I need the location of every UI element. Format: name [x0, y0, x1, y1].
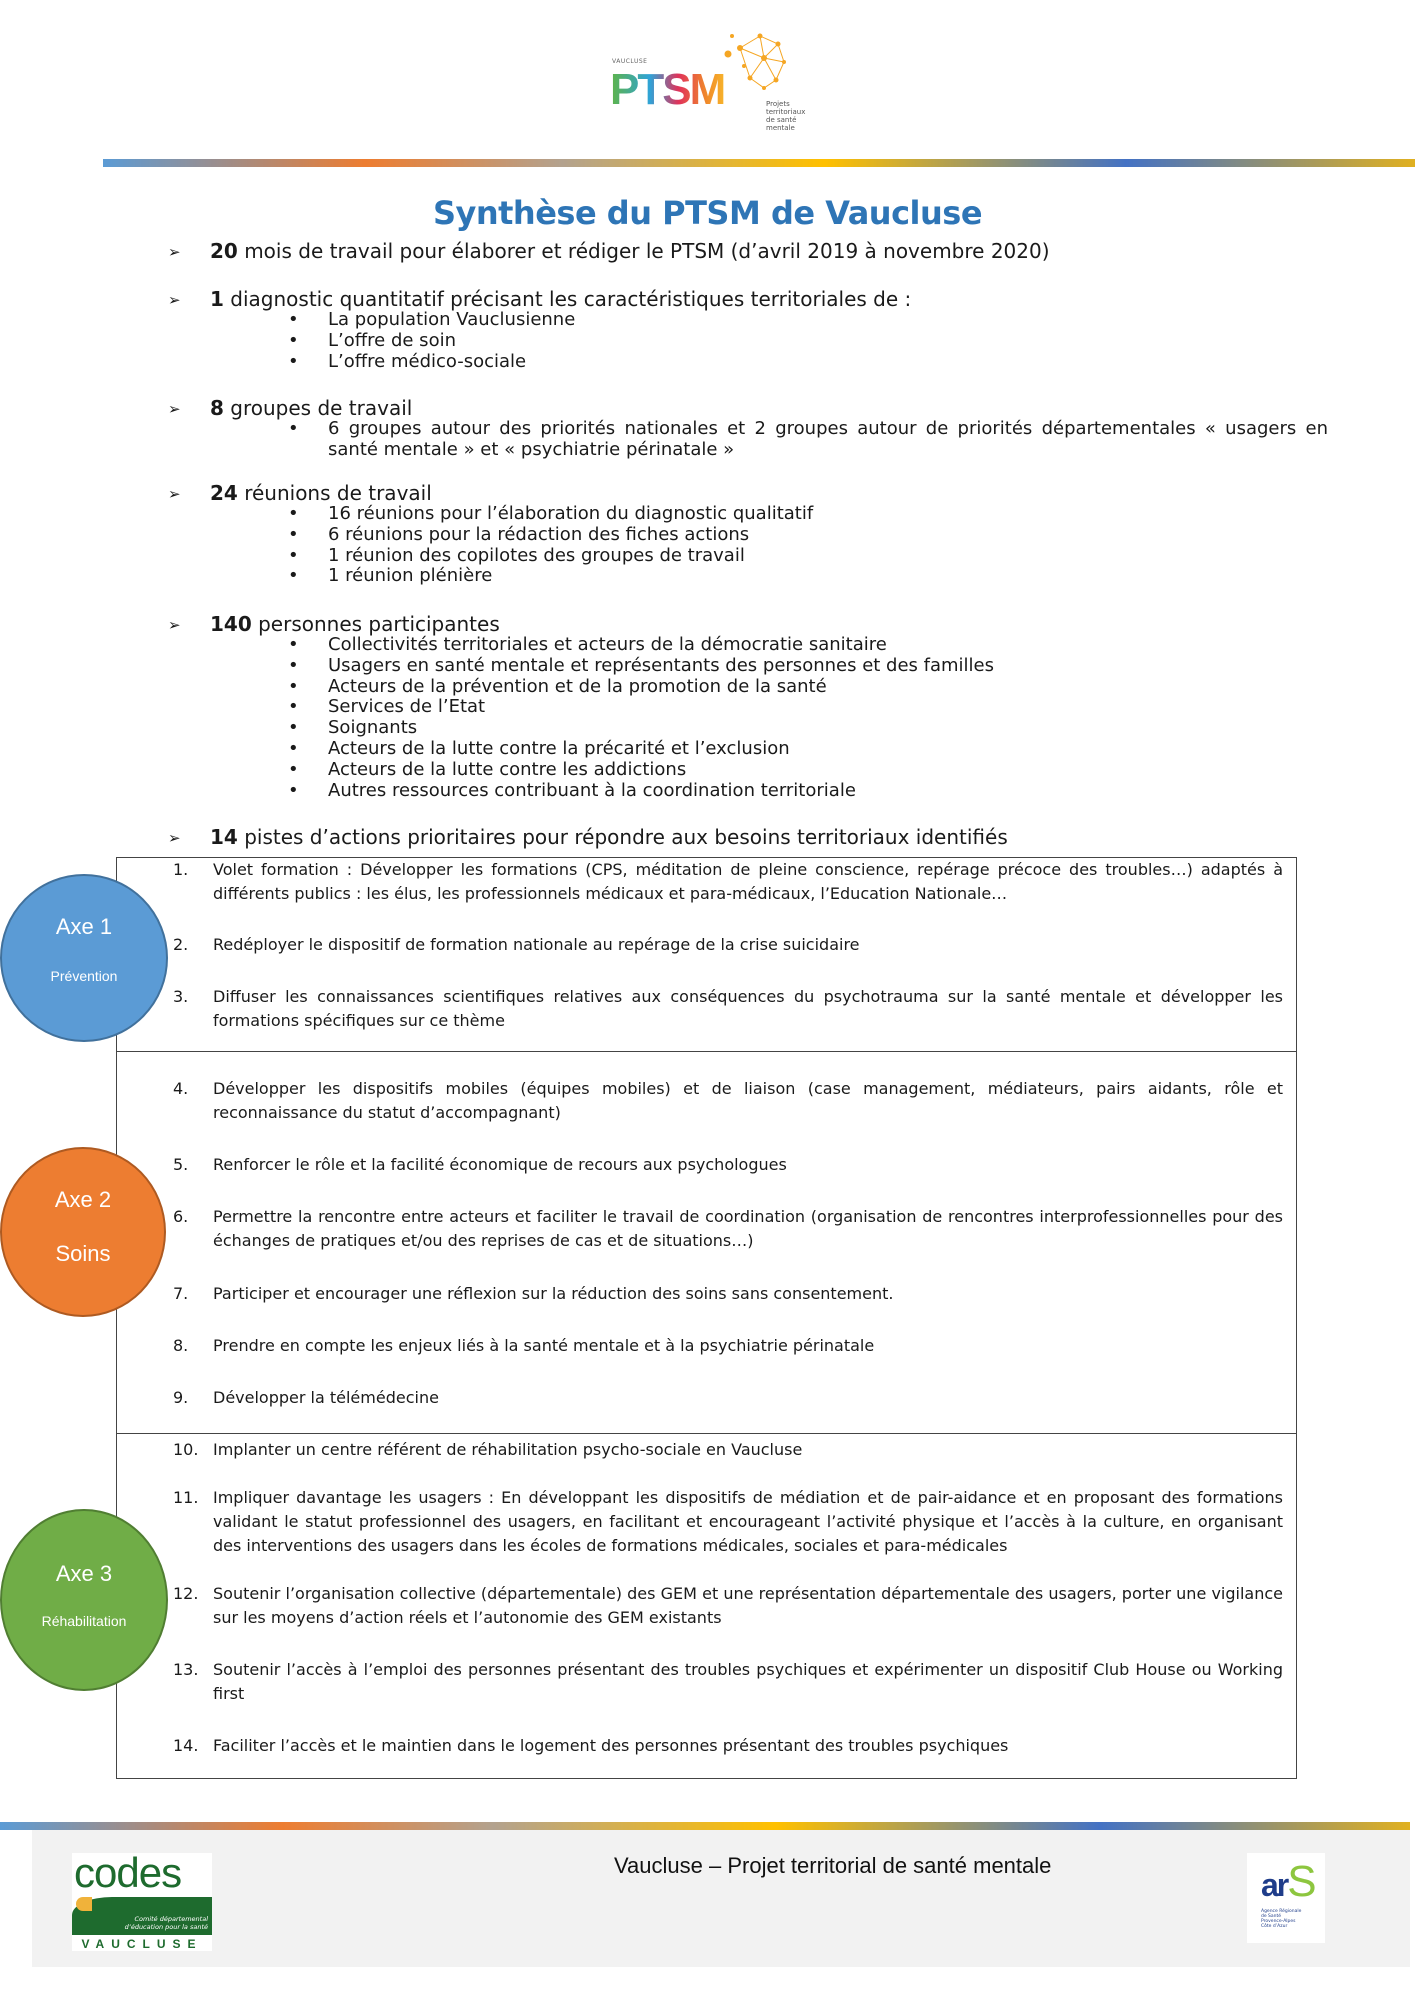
axis-divider: [117, 1433, 1296, 1434]
list-item: • 16 réunions pour l’élaboration du diagnostic qualitatif: [328, 504, 813, 525]
list-item: • Collectivités territoriales et acteurs de la démocratie sanitaire: [328, 635, 994, 656]
list-item: • 6 groupes autour des priorités nationales et 2 groupes autour de priorités départementales « usagers en santé mentale » et « psychiatrie périnatale »: [328, 419, 1328, 461]
action-number: 13.: [173, 1660, 199, 1679]
section-number: 14: [210, 825, 238, 849]
arrow-bullet-icon: ➢: [168, 291, 181, 309]
action-number: 4.: [173, 1079, 189, 1098]
action-text: Redéployer le dispositif de formation nationale au repérage de la crise suicidaire: [213, 935, 860, 954]
action-text: Prendre en compte les enjeux liés à la santé mentale et à la psychiatrie périnatale: [213, 1336, 875, 1355]
action-item: [173, 985, 1283, 1033]
arrow-bullet-icon: ➢: [168, 243, 181, 261]
codes-wordmark: codes: [74, 1849, 182, 1896]
action-item: [173, 933, 1283, 957]
ars-subtitle-line: Agence Régionale de Santé: [1261, 1909, 1302, 1919]
action-text: Permettre la rencontre entre acteurs et faciliter le travail de coordination (organisation de rencontres interprofessionnelles pour des échanges de pratiques et/ou des reprises de cas et de situations…): [213, 1207, 1283, 1250]
sun-icon: [76, 1897, 92, 1911]
action-text: Participer et encourager une réflexion sur la réduction des soins sans consentement.: [213, 1284, 894, 1303]
ars-wordmark-ar: ar: [1261, 1867, 1288, 1903]
arrow-bullet-icon: ➢: [168, 485, 181, 503]
list-item: • Services de l’Etat: [328, 697, 994, 718]
ptsm-logo-small-label: VAUCLUSE: [612, 58, 648, 65]
ars-logo: [1247, 1853, 1325, 1943]
ars-wordmark-s: S: [1287, 1857, 1315, 1906]
action-text: Développer la télémédecine: [213, 1388, 439, 1407]
action-item: [173, 1658, 1283, 1706]
list-item: • Usagers en santé mentale et représentants des personnes et des familles: [328, 656, 994, 677]
list-item: • Soignants: [328, 718, 994, 739]
section-heading: [210, 613, 500, 635]
ars-wordmark: [1261, 1859, 1315, 1908]
action-text: Renforcer le rôle et la facilité économique de recours aux psychologues: [213, 1155, 787, 1174]
section-number: 20: [210, 239, 238, 263]
section-text: mois de travail pour élaborer et rédiger le PTSM (d’avril 2019 à novembre 2020): [244, 239, 1050, 263]
section-heading: [210, 826, 1008, 848]
footer-gradient-bar: [0, 1822, 1410, 1830]
ptsm-subtitle-line: de santé mentale: [766, 116, 797, 132]
arrow-bullet-icon: ➢: [168, 829, 181, 847]
list-item: • Acteurs de la prévention et de la promotion de la santé: [328, 677, 994, 698]
section-number: 24: [210, 481, 238, 505]
section-text: diagnostic quantitatif précisant les caractéristiques territoriales de :: [230, 287, 912, 311]
codes-tagline-line: d’éducation pour la santé: [124, 1923, 208, 1931]
action-text: Diffuser les connaissances scientifiques relatives aux conséquences du psychotrauma sur la santé mentale et développer les formations spécifiques sur ce thème: [213, 987, 1283, 1030]
ptsm-logo-wordmark: PTSM: [610, 65, 725, 114]
action-item: [173, 1282, 1283, 1306]
axis-badge-soins: [0, 1147, 166, 1317]
axis-title: Axe 2: [54, 1187, 112, 1212]
action-item: [173, 1334, 1283, 1358]
axis-badge-rehabilitation: [0, 1509, 168, 1691]
action-item: [173, 1077, 1283, 1125]
action-number: 2.: [173, 935, 189, 954]
list-item: • 6 réunions pour la rédaction des fiches actions: [328, 525, 813, 546]
action-text: Impliquer davantage les usagers : En développant les dispositifs de médiation et de pair-aidance et en proposant des formations validant le statut professionnel des usagers, en facilitant et encourageant l’activité physique et l’accès à la culture, en organisant des interventions des usagers dans les écoles de formations médicales, sociales et para-médicales: [213, 1488, 1283, 1555]
action-number: 10.: [173, 1440, 199, 1459]
codes-logo: [72, 1849, 212, 1951]
action-item: [173, 1386, 1283, 1410]
action-text: Volet formation : Développer les formations (CPS, méditation de pleine conscience, repérage précoce des troubles…) adaptés à différents publics : les élus, les professionnels médicaux et para-médicaux, l’Education Nationale…: [213, 860, 1283, 903]
list-item: • 1 réunion des copilotes des groupes de travail: [328, 546, 813, 567]
action-number: 9.: [173, 1388, 189, 1407]
ptsm-logo: [608, 28, 808, 132]
axis-title: Axe 3: [55, 1561, 113, 1586]
action-number: 14.: [173, 1736, 199, 1755]
ars-subtitle-line: Provence-Alpes: [1261, 1919, 1296, 1924]
action-text: Développer les dispositifs mobiles (équipes mobiles) et de liaison (case management, médiateurs, pairs aidants, rôle et reconnaissance du statut d’accompagnant): [213, 1079, 1283, 1122]
action-item: [173, 1438, 1283, 1462]
arrow-bullet-icon: ➢: [168, 616, 181, 634]
axis-badge-prevention: [0, 874, 168, 1042]
codes-tagline: [125, 1915, 208, 1931]
section-text: réunions de travail: [244, 481, 432, 505]
action-number: 6.: [173, 1207, 189, 1226]
ars-subtitle-line: Côte d’Azur: [1261, 1924, 1288, 1929]
action-number: 7.: [173, 1284, 189, 1303]
actions-box: [116, 857, 1297, 1779]
axis-subtitle: Réhabilitation: [41, 1613, 127, 1629]
arrow-bullet-icon: ➢: [168, 400, 181, 418]
codes-tagline-line: Comité départemental: [134, 1915, 208, 1923]
action-item: [173, 1153, 1283, 1177]
header-gradient-bar: [103, 159, 1415, 167]
action-number: 8.: [173, 1336, 189, 1355]
footer-text: Vaucluse – Projet territorial de santé mentale: [614, 1853, 1052, 1878]
section-text: personnes participantes: [258, 612, 500, 636]
list-item: • La population Vauclusienne: [328, 310, 575, 331]
section-sublist: [328, 310, 575, 372]
section-text: pistes d’actions prioritaires pour répondre aux besoins territoriaux identifiés: [244, 825, 1008, 849]
section-number: 8: [210, 396, 224, 420]
action-item: [173, 1582, 1283, 1630]
axis-subtitle: Soins: [55, 1241, 111, 1266]
section-heading: [210, 240, 1050, 262]
action-item: [173, 1486, 1283, 1558]
action-item: [173, 1734, 1283, 1758]
ptsm-subtitle-line: Projets: [766, 100, 790, 108]
section-number: 140: [210, 612, 252, 636]
section-heading: [210, 397, 412, 419]
page-footer: [32, 1830, 1410, 1967]
action-text: Implanter un centre référent de réhabilitation psycho-sociale en Vaucluse: [213, 1440, 803, 1459]
page-title: Synthèse du PTSM de Vaucluse: [432, 194, 983, 232]
action-number: 11.: [173, 1488, 199, 1507]
axis-divider: [117, 1051, 1296, 1052]
section-heading: [210, 482, 432, 504]
axis-title: Axe 1: [55, 914, 113, 939]
section-sublist: [328, 635, 994, 801]
action-number: 12.: [173, 1584, 199, 1603]
list-item: • 1 réunion plénière: [328, 566, 813, 587]
codes-place: VAUCLUSE: [81, 1937, 203, 1951]
section-text: groupes de travail: [230, 396, 413, 420]
section-heading: [210, 288, 911, 310]
list-item: • L’offre médico-sociale: [328, 352, 575, 373]
action-item: [173, 858, 1283, 906]
ars-subtitle: [1261, 1909, 1305, 1929]
action-text: Soutenir l’accès à l’emploi des personnes présentant des troubles psychiques et expérimenter un dispositif Club House ou Working first: [213, 1660, 1283, 1703]
list-item: • Acteurs de la lutte contre les addictions: [328, 760, 994, 781]
section-sublist: [328, 419, 1328, 461]
action-number: 5.: [173, 1155, 189, 1174]
action-text: Soutenir l’organisation collective (départementale) des GEM et une représentation départementale des usagers, porter une vigilance sur les moyens d’action réels et l’autonomie des GEM existants: [213, 1584, 1283, 1627]
network-head-icon: [720, 28, 790, 98]
list-item: • Acteurs de la lutte contre la précarité et l’exclusion: [328, 739, 994, 760]
list-item: • L’offre de soin: [328, 331, 575, 352]
list-item: • Autres ressources contribuant à la coordination territoriale: [328, 781, 994, 802]
ptsm-logo-subtitle: [766, 100, 826, 132]
section-number: 1: [210, 287, 224, 311]
action-text: Faciliter l’accès et le maintien dans le logement des personnes présentant des troubles psychiques: [213, 1736, 1009, 1755]
action-number: 1.: [173, 860, 189, 879]
axis-subtitle: Prévention: [50, 968, 118, 984]
section-sublist: [328, 504, 813, 587]
action-number: 3.: [173, 987, 189, 1006]
ptsm-subtitle-line: territoriaux: [766, 108, 806, 116]
action-item: [173, 1205, 1283, 1253]
